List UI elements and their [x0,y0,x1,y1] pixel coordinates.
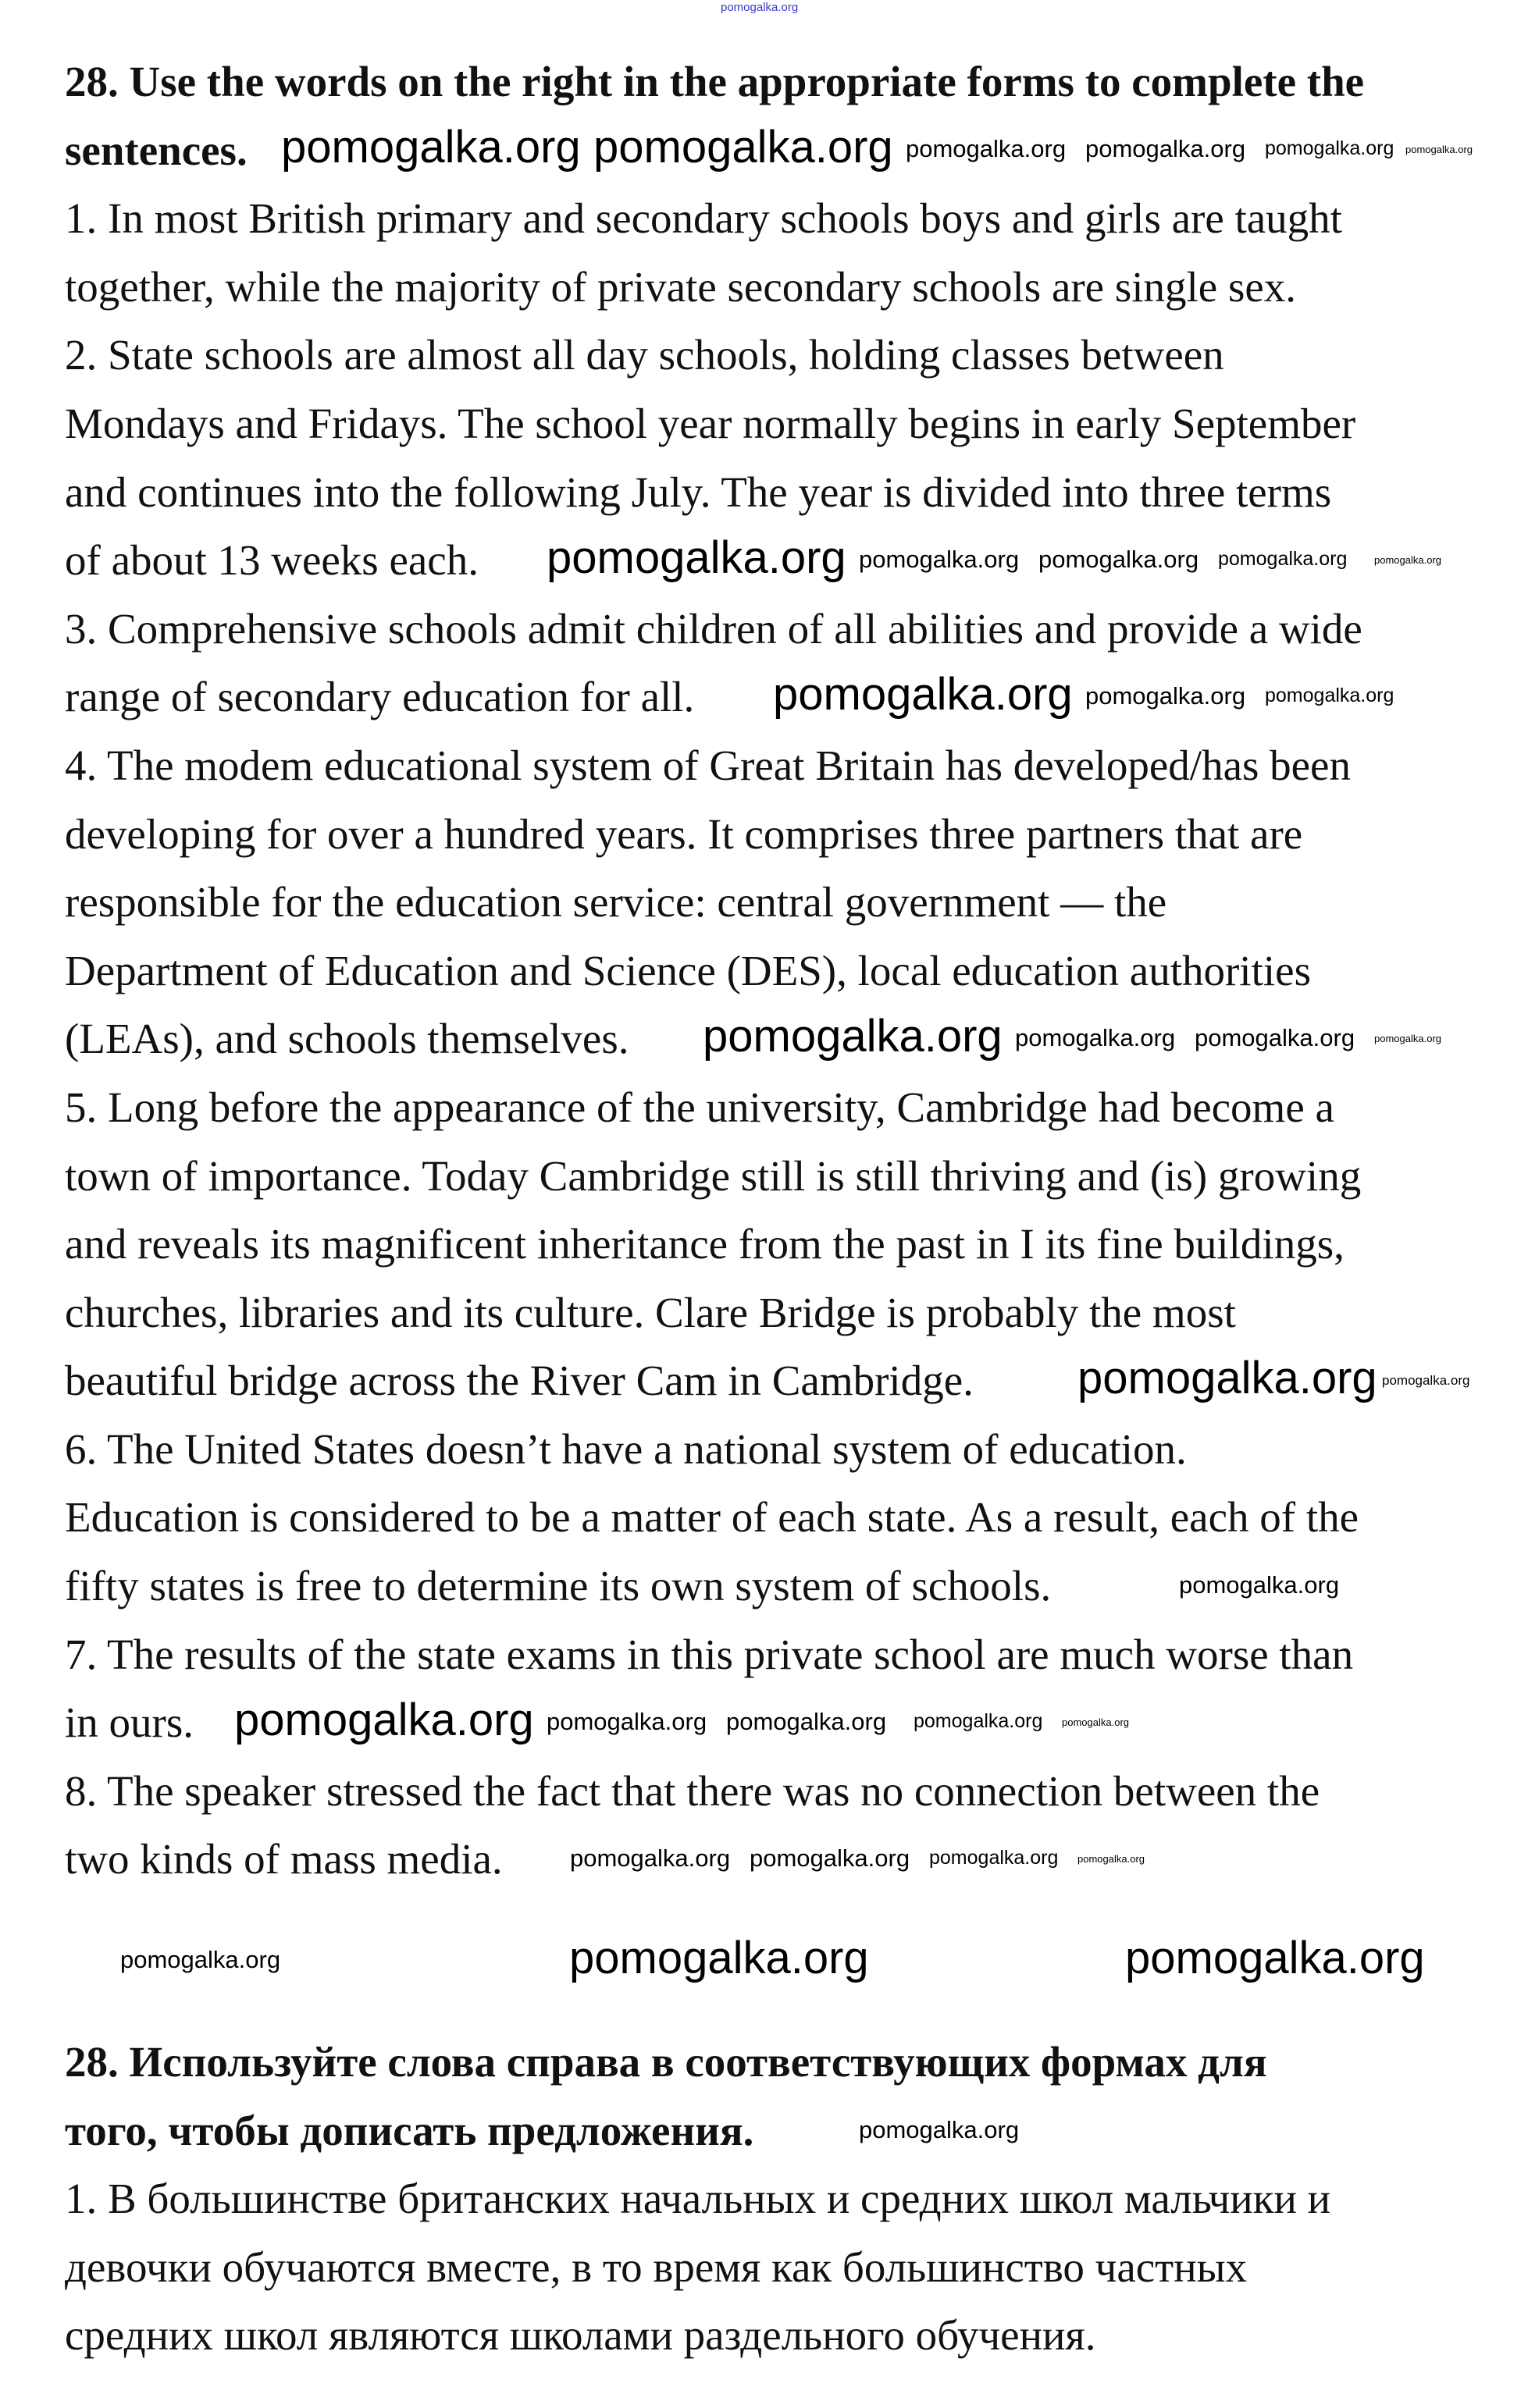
watermark: pomogalka.org [1405,144,1473,155]
text-line: churches, libraries and its culture. Clare Bridge is probably the most [65,1288,1236,1336]
watermark: pomogalka.org [721,1,799,14]
exercise-title: 28. Use the words on the right in the appropriate forms to complete the [65,58,1365,105]
text-line: 5. Long before the appearance of the university, Cambridge had become a [65,1083,1334,1131]
watermark: pomogalka.org [1374,554,1441,566]
text-line: and continues into the following July. The year is divided into three terms [65,468,1332,516]
text-line: 1. In most British primary and secondary schools boys and girls are taught [65,194,1342,243]
watermark: pomogalka.org [1062,1716,1129,1728]
watermark: pomogalka.org [750,1844,910,1872]
watermark: pomogalka.org [1265,685,1394,706]
text-line: town of importance. Today Cambridge still is still thriving and (is) growing [65,1151,1362,1200]
watermark: pomogalka.org [1038,546,1199,573]
text-line: in ours. [65,1698,194,1747]
watermark: pomogalka.org [547,532,846,583]
watermark: pomogalka.org [859,2116,1020,2143]
russian-title: 28. Используйте слова справа в соответствующих формах для [65,2038,1267,2086]
text-line: 4. The modem educational system of Great Britain has developed/has been [65,741,1351,789]
watermark: pomogalka.org [726,1708,887,1735]
watermark: pomogalka.org [1015,1024,1176,1051]
watermark: pomogalka.org [859,546,1020,573]
text-line: fifty states is free to determine its own system of schools. [65,1562,1052,1610]
watermark: pomogalka.org [914,1710,1043,1732]
watermark: pomogalka.org [593,122,893,173]
text-line: beautiful bridge across the River Cam in Cambridge. [65,1357,974,1405]
watermark: pomogalka.org [1125,1933,1425,1983]
text-line: and reveals its magnificent inheritance from the past in I its fine buildings, [65,1220,1345,1268]
text-line: Department of Education and Science (DES), local education authorities [65,946,1311,994]
exercise-title-cont: sentences. [65,126,248,174]
watermark: pomogalka.org [1374,1033,1441,1044]
text-line: developing for over a hundred years. It comprises three partners that are [65,809,1303,858]
text-line: 7. The results of the state exams in this private school are much worse than [65,1630,1354,1678]
text-line: range of secondary education for all. [65,673,695,721]
watermark: pomogalka.org [929,1847,1059,1869]
watermark: pomogalka.org [547,1708,707,1735]
watermark: pomogalka.org [1218,548,1348,570]
text-line: Education is considered to be a matter of each state. As a result, each of the [65,1493,1359,1542]
watermark: pomogalka.org [1085,135,1246,162]
watermark: pomogalka.org [1195,1024,1355,1051]
text-line: 8. The speaker stressed the fact that there was no connection between the [65,1766,1320,1815]
text-line: 2. State schools are almost all day schools, holding classes between [65,331,1224,379]
watermark: pomogalka.org [234,1695,534,1745]
watermark: pomogalka.org [703,1011,1003,1062]
russian-text-line: девочки обучаются вместе, в то время как большинство частных [65,2243,1248,2291]
watermark: pomogalka.org [281,122,581,173]
russian-text-line: средних школ являются школами раздельного обучения. [65,2311,1096,2360]
watermark: pomogalka.org [1085,682,1246,710]
document-body [65,48,1517,2370]
text-line: 3. Comprehensive schools admit children of all abilities and provide a wide [65,604,1362,653]
text-line: Mondays and Fridays. The school year normally begins in early September [65,399,1356,447]
watermark: pomogalka.org [570,1844,731,1872]
russian-title-cont: того, чтобы дописать предложения. [65,2106,754,2154]
russian-text-line: 1. В большинстве британских начальных и средних школ мальчики и [65,2175,1331,2223]
text-line: responsible for the education service: central government — the [65,878,1167,927]
watermark: pomogalka.org [773,669,1073,720]
text-line: (LEAs), and schools themselves. [65,1015,629,1063]
watermark: pomogalka.org [1077,1353,1377,1403]
watermark: pomogalka.org [1265,137,1394,159]
watermark: pomogalka.org [1382,1373,1470,1388]
text-line: two kinds of mass media. [65,1835,503,1883]
text-line: of about 13 weeks each. [65,536,479,585]
text-line: together, while the majority of private secondary schools are single sex. [65,262,1297,311]
watermark: pomogalka.org [569,1933,869,1983]
watermark: pomogalka.org [1179,1571,1340,1599]
watermark: pomogalka.org [906,135,1067,162]
watermark: pomogalka.org [1077,1853,1145,1865]
text-line: 6. The United States doesn’t have a national system of education. [65,1425,1187,1473]
watermark: pomogalka.org [120,1946,281,1973]
